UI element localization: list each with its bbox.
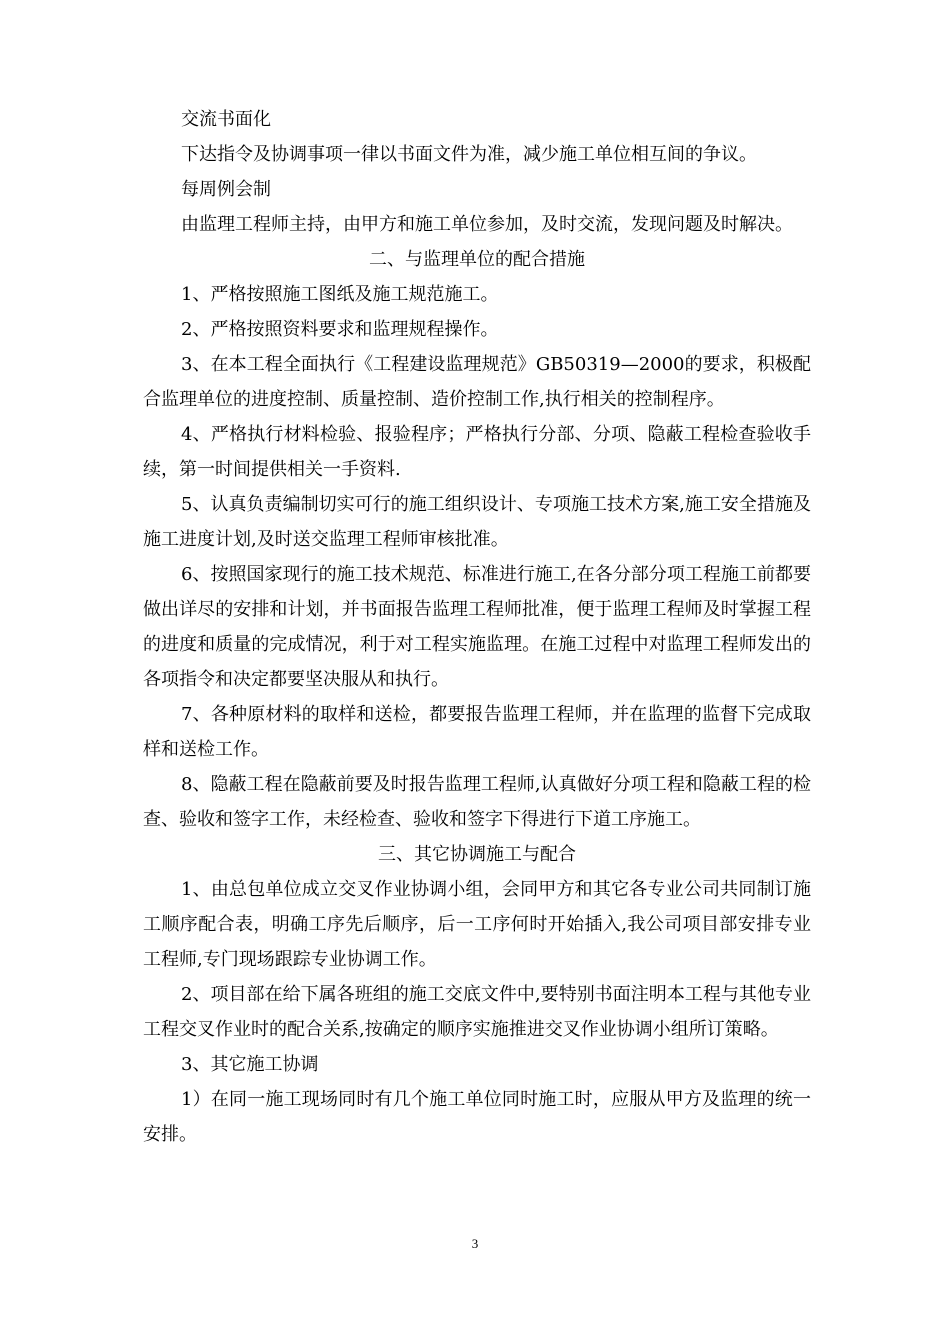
paragraph: 1、严格按照施工图纸及施工规范施工。 [181,284,499,305]
section-heading-3: 三、其它协调施工与配合 [378,844,576,865]
paragraph: 3、其它施工协调 [181,1054,319,1075]
paragraph: 下达指令及协调事项一律以书面文件为准，减少施工单位相互间的争议。 [181,144,757,165]
paragraph: 2、严格按照资料要求和监理规程操作。 [181,319,499,340]
paragraph: 由监理工程师主持，由甲方和施工单位参加，及时交流，发现问题及时解决。 [181,214,793,235]
section-heading-2: 二、与监理单位的配合措施 [369,249,585,270]
paragraph: 7、各种原材料的取样和送检，都要报告监理工程师，并在监理的监督下完成取样和送检工作。 [143,704,811,760]
document-body [143,102,811,1152]
paragraph: 4、严格执行材料检验、报验程序；严格执行分部、分项、隐蔽工程检查验收手续，第一时间提供相关一手资料. [143,424,811,480]
paragraph: 1、由总包单位成立交叉作业协调小组，会同甲方和其它各专业公司共同制订施工顺序配合表，明确工序先后顺序，后一工序何时开始插入,我公司项目部安排专业工程师,专门现场跟踪专业协调工作。 [143,879,811,970]
paragraph: 8、隐蔽工程在隐蔽前要及时报告监理工程师,认真做好分项工程和隐蔽工程的检查、验收和签字工作，未经检查、验收和签字下得进行下道工序施工。 [143,774,811,830]
page-number: 3 [471,1236,479,1251]
paragraph: 2、项目部在给下属各班组的施工交底文件中,要特别书面注明本工程与其他专业工程交叉作业时的配合关系,按确定的顺序实施推进交叉作业协调小组所订策略。 [143,984,811,1040]
paragraph: 3、在本工程全面执行《工程建设监理规范》GB50319—2000的要求，积极配合监理单位的进度控制、质量控制、造价控制工作,执行相关的控制程序。 [143,354,811,410]
paragraph: 5、认真负责编制切实可行的施工组织设计、专项施工技术方案,施工安全措施及施工进度计划,及时送交监理工程师审核批准。 [143,494,811,550]
paragraph: 每周例会制 [181,179,271,200]
paragraph: 1）在同一施工现场同时有几个施工单位同时施工时，应服从甲方及监理的统一安排。 [143,1089,811,1145]
paragraph: 6、按照国家现行的施工技术规范、标准进行施工,在各分部分项工程施工前都要做出详尽的安排和计划，并书面报告监理工程师批准，便于监理工程师及时掌握工程的进度和质量的完成情况，利于对工程实施监理。在施工过程中对监理工程师发出的各项指令和决定都要坚决服从和执行。 [143,564,811,690]
paragraph: 交流书面化 [181,109,271,130]
